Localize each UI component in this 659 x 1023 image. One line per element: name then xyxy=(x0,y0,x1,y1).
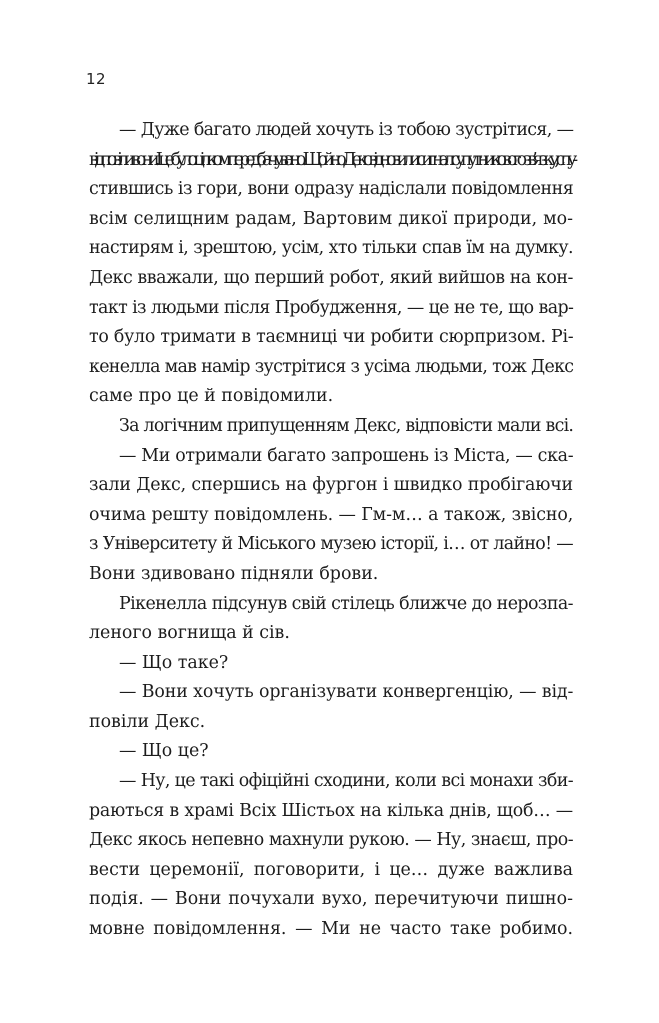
text-line: леного вогнища й сів. xyxy=(89,623,290,644)
page-number: 12 xyxy=(86,70,107,88)
text-line: Декс якось непевно махнули рукою. — Ну, знаєш, про- xyxy=(89,830,574,851)
text-line: — Ми отримали багато запрошень із Міста, — ска- xyxy=(119,445,574,466)
text-line: — Ну, це такі офіційні сходини, коли всі монахи зби- xyxy=(119,771,573,792)
text-line: Рікенелла підсунув свій стілець ближче до нерозпа- xyxy=(119,593,573,614)
text-line: з Університету й Міського музею історії, і… от лайно! — xyxy=(89,534,573,555)
text-line: кенелла мав намір зустрітися з усіма людьми, тож Декс xyxy=(89,356,574,377)
text-line: — Дуже багато людей хочуть із тобою зустрітися, — xyxy=(119,120,574,140)
text-line: відповіли вони. І це було цілком передбачувано. Щойно Декс відновили сигнал супутникового зв’язку, спу- xyxy=(89,149,574,170)
text-line: — Що таке? xyxy=(119,652,229,673)
text-line: зали Декс, спершись на фургон і швидко пробігаючи xyxy=(89,475,573,496)
text-line: очима решту повідомлень. — Гм-м… а також, звісно, xyxy=(89,504,574,525)
text-line: такт із людьми після Пробудження, — це не те, що вар- xyxy=(89,297,574,318)
text-line: то було тримати в таємниці чи робити сюрпризом. Рі- xyxy=(89,327,574,348)
text-line: — Вони хочуть організувати конвергенцію, — від- xyxy=(119,682,574,703)
text-line: всім селищним радам, Вартовим дикої природи, мо- xyxy=(89,208,573,229)
text-line: стившись із гори, вони одразу надіслали повідомлення xyxy=(89,179,574,200)
text-line: настирям і, зрештою, усім, хто тільки спав їм на думку. xyxy=(89,238,573,259)
text-line: Вони здивовано підняли брови. xyxy=(89,563,379,584)
body-text xyxy=(89,116,573,945)
text-line: саме про це й повідомили. xyxy=(89,386,334,407)
text-line: вести церемонії, поговорити, і це… дуже важлива xyxy=(89,859,573,880)
text-line: повіли Декс. xyxy=(89,711,206,732)
text-line: Декс вважали, що перший робот, який вийшов на кон- xyxy=(89,267,573,288)
text-line: За логічним припущенням Декс, відповісти мали всі. xyxy=(119,415,574,436)
text-line: — Що це? xyxy=(119,741,209,762)
text-line: мовне повідомлення. — Ми не часто таке робимо. xyxy=(89,919,573,940)
text-line: подія. — Вони почухали вухо, перечитуючи пишно- xyxy=(89,889,573,910)
text-line: раються в храмі Всіх Шістьох на кілька днів, щоб… — xyxy=(89,800,573,821)
